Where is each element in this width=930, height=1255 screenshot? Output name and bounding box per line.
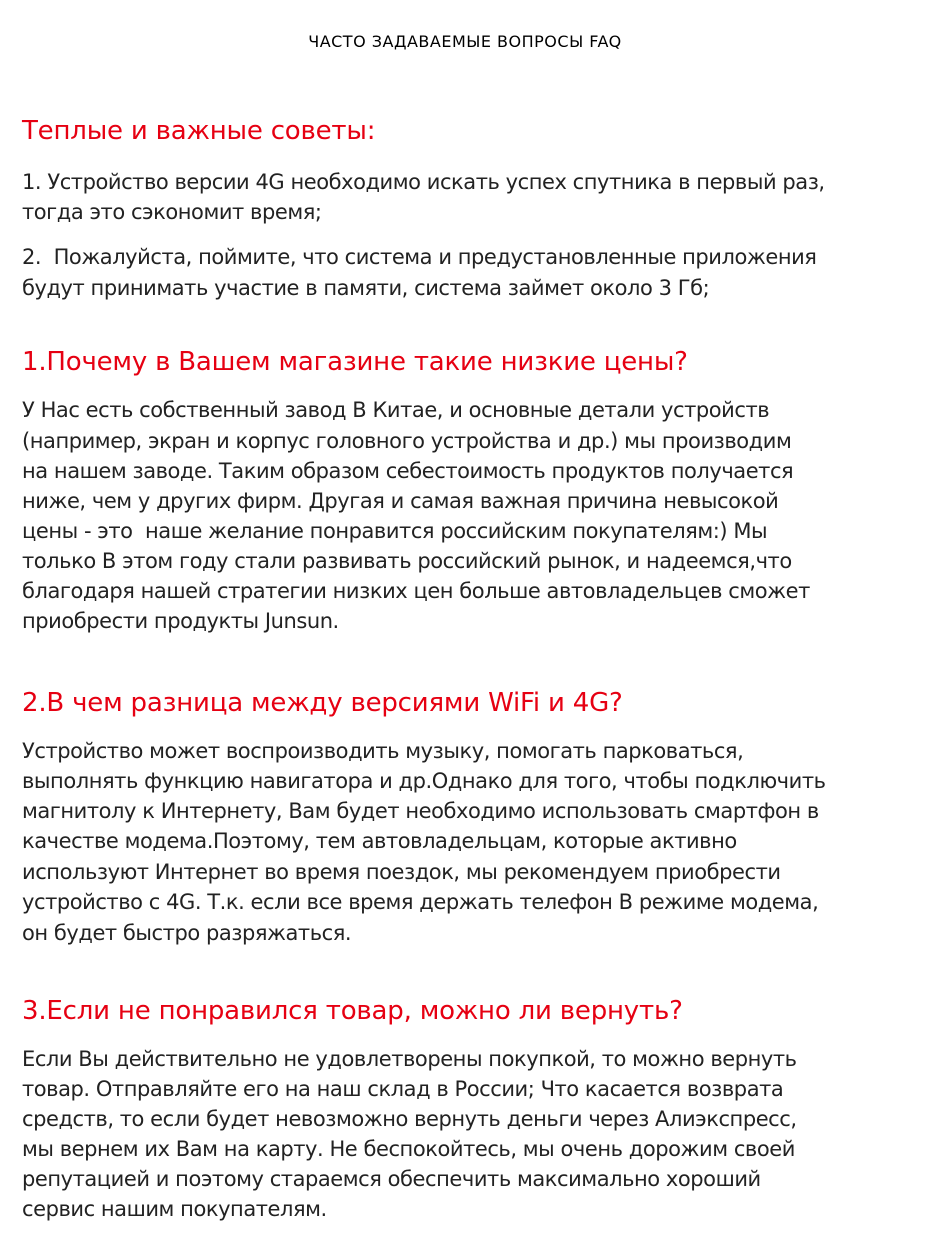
answer-2-line: используют Интернет во время поездок, мы рекомендуем приобрести [22, 860, 781, 884]
answer-2-line: выполнять функцию навигатора и др.Однако для того, чтобы подключить [22, 769, 826, 793]
answer-2-line: магнитолу к Интернету, Вам будет необходимо использовать смартфон в [22, 799, 819, 823]
answer-1-line: благодаря нашей стратегии низких цен больше автовладельцев сможет [22, 579, 810, 603]
question-2-heading: 2.В чем разница между версиями WiFi и 4G? [22, 688, 623, 718]
answer-1-line: ниже, чем у других фирм. Другая и самая важная причина невысокой [22, 489, 779, 513]
answer-2-line: Устройство может воспроизводить музыку, помогать парковаться, [22, 739, 744, 763]
answer-3-line: Если Вы действительно не удовлетворены покупкой, то можно вернуть [22, 1047, 797, 1071]
question-3-heading: 3.Если не понравился товар, можно ли вернуть? [22, 996, 683, 1026]
tips-item-2-line: 2. Пожалуйста, поймите, что система и предустановленные приложения [22, 245, 817, 269]
answer-3-line: сервис нашим покупателям. [22, 1197, 327, 1221]
tips-item-1-line: 1. Устройство версии 4G необходимо искать успех спутника в первый раз, [22, 170, 825, 194]
answer-2-line: он будет быстро разряжаться. [22, 921, 352, 945]
answer-2-line: качестве модема.Поэтому, тем автовладельцам, которые активно [22, 829, 737, 853]
answer-3-line: репутацией и поэтому стараемся обеспечить максимально хороший [22, 1167, 761, 1191]
answer-1-line: цены - это наше желание понравится российским покупателям:) Мы [22, 519, 768, 543]
answer-2-line: устройство с 4G. Т.к. если все время держать телефон В режиме модема, [22, 890, 819, 914]
answer-3-line: средств, то если будет невозможно вернуть деньги через Алиэкспресс, [22, 1107, 797, 1131]
answer-1-line: (например, экран и корпус головного устройства и др.) мы производим [22, 429, 792, 453]
page-title: ЧАСТО ЗАДАВАЕМЫЕ ВОПРОСЫ FAQ [308, 32, 622, 51]
answer-1-line: У Нас есть собственный завод В Китае, и основные детали устройств [22, 398, 770, 422]
answer-1-line: на нашем заводе. Таким образом себестоимость продуктов получается [22, 459, 794, 483]
answer-1-line: приобрести продукты Junsun. [22, 609, 339, 633]
tips-item-1-line: тогда это сэкономит время; [22, 200, 322, 224]
tips-item-2-line: будут принимать участие в памяти, система займет около 3 Гб; [22, 276, 710, 300]
answer-1-line: только В этом году стали развивать российский рынок, и надеемся,что [22, 549, 792, 573]
question-1-heading: 1.Почему в Вашем магазине такие низкие цены? [22, 347, 688, 377]
answer-3-line: мы вернем их Вам на карту. Не беспокойтесь, мы очень дорожим своей [22, 1137, 795, 1161]
answer-3-line: товар. Отправляйте его на наш склад в России; Что касается возврата [22, 1077, 784, 1101]
tips-heading: Теплые и важные советы: [22, 116, 376, 146]
